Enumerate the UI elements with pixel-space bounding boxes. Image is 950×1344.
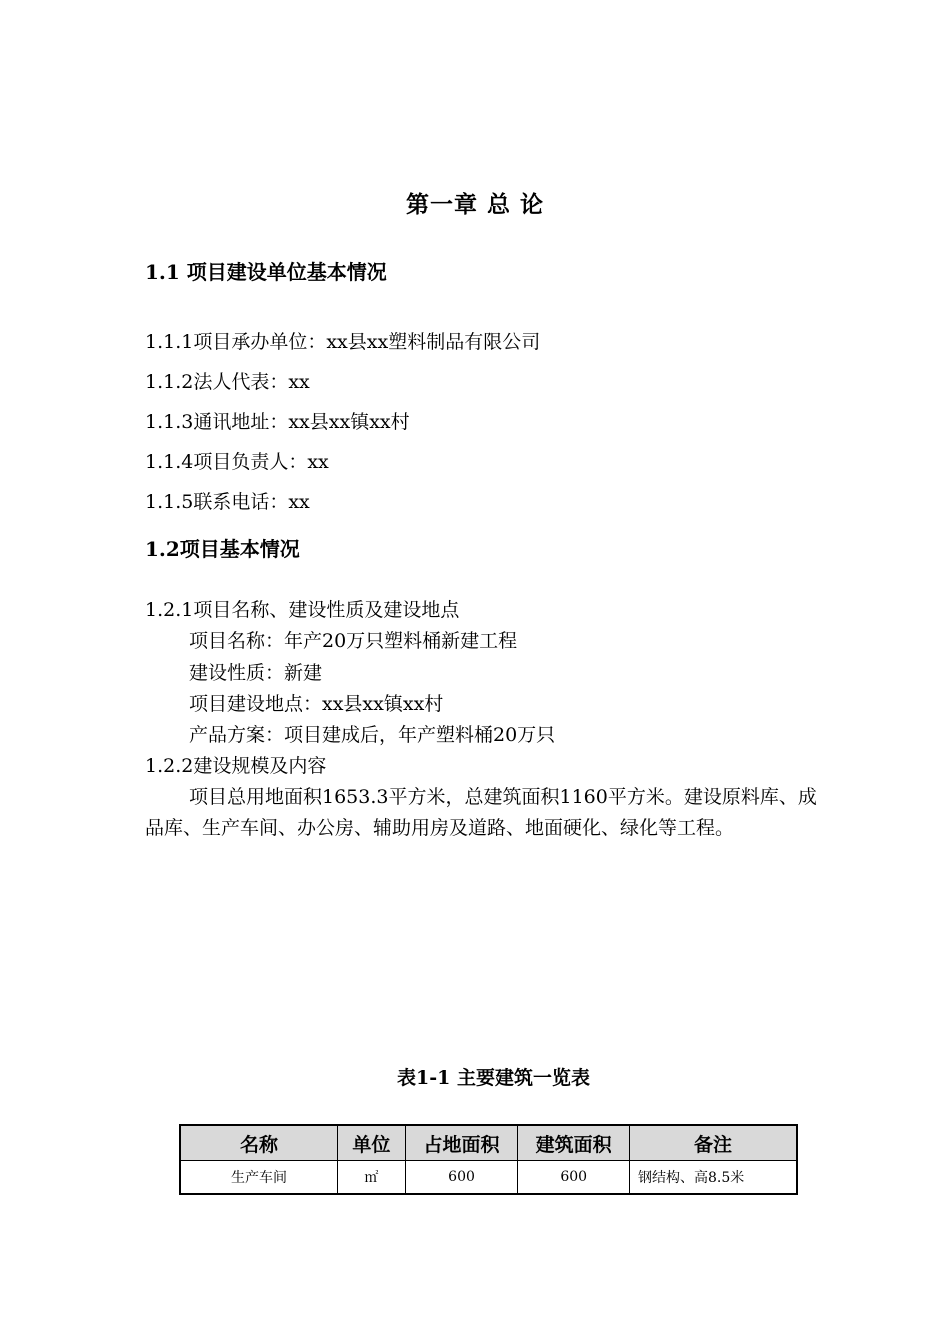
item-1-1-3: 1.1.3通讯地址：xx县xx镇xx村 (145, 411, 410, 433)
subsection-1-2-2-title: 1.2.2建设规模及内容 (145, 755, 327, 777)
item-1-1-1: 1.1.1项目承办单位：xx县xx塑料制品有限公司 (145, 331, 541, 353)
cell-unit: ㎡ (337, 1161, 405, 1195)
scale-content-paragraph: 项目总用地面积1653.3平方米，总建筑面积1160平方米。建设原料库、成品库、生产车间、办公房、辅助用房及道路、地面硬化、绿化等工程。 (145, 786, 817, 839)
header-land-area: 占地面积 (405, 1125, 518, 1161)
header-building-area: 建筑面积 (518, 1125, 630, 1161)
table-header-row (180, 1125, 797, 1161)
header-remarks: 备注 (630, 1125, 798, 1161)
item-1-1-4: 1.1.4项目负责人：xx (145, 451, 329, 473)
cell-land-area: 600 (405, 1161, 518, 1195)
item-1-1-5: 1.1.5联系电话：xx (145, 491, 310, 513)
table-caption: 表1-1 主要建筑一览表 (397, 1067, 590, 1089)
cell-remarks: 钢结构、高8.5米 (630, 1161, 798, 1195)
section-heading-1-1: 1.1 项目建设单位基本情况 (145, 260, 387, 284)
chapter-title: 第一章 总 论 (405, 191, 544, 218)
buildings-table (179, 1124, 798, 1195)
header-unit: 单位 (337, 1125, 405, 1161)
product-plan-line: 产品方案：项目建成后，年产塑料桶20万只 (189, 724, 556, 746)
subsection-1-2-1-title: 1.2.1项目名称、建设性质及建设地点 (145, 599, 460, 621)
header-name: 名称 (180, 1125, 337, 1161)
item-1-1-2: 1.1.2法人代表：xx (145, 371, 310, 393)
table-row (180, 1161, 797, 1195)
project-name-line: 项目名称：年产20万只塑料桶新建工程 (189, 630, 518, 652)
cell-name: 生产车间 (180, 1161, 337, 1195)
cell-building-area: 600 (518, 1161, 630, 1195)
section-heading-1-2: 1.2项目基本情况 (145, 537, 300, 561)
construction-nature-line: 建设性质：新建 (189, 662, 323, 684)
project-location-line: 项目建设地点：xx县xx镇xx村 (189, 693, 444, 715)
